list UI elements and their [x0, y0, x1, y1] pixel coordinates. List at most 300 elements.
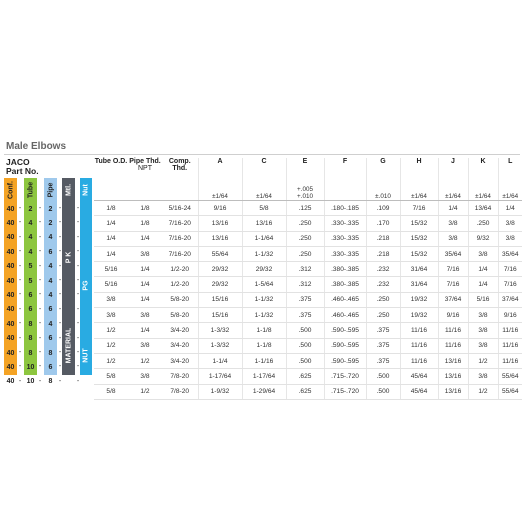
header-j: J	[438, 158, 468, 178]
cell-h: 7/16	[400, 201, 438, 216]
separator-dash: -	[58, 320, 62, 328]
cell-a: 15/16	[198, 308, 242, 323]
cell-k: 3/8	[468, 369, 498, 384]
header-pipe-thd: Pipe Thd. NPT	[129, 158, 161, 172]
cell-j: 3/8	[438, 216, 468, 231]
cell-comp: 3/4-20	[162, 353, 198, 368]
cell-a: 1-17/64	[198, 369, 242, 384]
cell-f: .330-.335	[324, 246, 366, 261]
part-number-legend	[4, 157, 92, 386]
cell-j: 37/64	[438, 292, 468, 307]
cell-k: 3/8	[468, 323, 498, 338]
tube-value: 6	[28, 292, 33, 300]
conf-value: 40	[6, 306, 15, 314]
cell-j: 1/4	[438, 201, 468, 216]
separator-dash: -	[18, 334, 22, 342]
conf-value: 40	[6, 220, 15, 228]
cell-od: 5/8	[94, 384, 128, 399]
tube-value: 8	[28, 349, 33, 357]
cell-f: .715-.720	[324, 369, 366, 384]
cell-pipe-thd: 3/8	[128, 308, 162, 323]
conf-value: 40	[6, 248, 15, 256]
cell-comp: 1/2-20	[162, 262, 198, 277]
mtl-header: Mtl.	[65, 183, 72, 196]
pipe-value: 2	[48, 220, 53, 228]
table-row	[94, 323, 522, 338]
tol-empty	[162, 178, 198, 201]
cell-c: 1-17/64	[242, 369, 286, 384]
cell-l: 37/64	[498, 292, 522, 307]
separator-dash: -	[76, 205, 80, 212]
cell-g: .375	[366, 353, 400, 368]
pipe-value: 8	[48, 378, 53, 386]
cell-pipe-thd: 1/8	[128, 201, 162, 216]
cell-pipe-thd: 3/8	[128, 246, 162, 261]
tol-empty	[94, 178, 128, 201]
cell-f: .180-.185	[324, 201, 366, 216]
cell-c: 1-1/16	[242, 353, 286, 368]
cell-g: .232	[366, 277, 400, 292]
cell-pipe-thd: 1/4	[128, 277, 162, 292]
cell-g: .375	[366, 338, 400, 353]
cell-e: .500	[286, 323, 324, 338]
cell-e: .625	[286, 384, 324, 399]
separator-dash: -	[18, 349, 22, 356]
cell-a: 29/32	[198, 262, 242, 277]
cell-g: .250	[366, 308, 400, 323]
separator-dash: -	[76, 377, 80, 385]
cell-c: 29/32	[242, 262, 286, 277]
table-row	[94, 384, 522, 399]
pipe-column	[44, 178, 57, 386]
separator-dash: -	[58, 262, 62, 270]
cell-comp: 7/16-20	[162, 231, 198, 246]
separator-dash: -	[18, 320, 22, 328]
separator-dash: -	[58, 334, 62, 342]
cell-e: .312	[286, 262, 324, 277]
separator-dash: -	[58, 305, 62, 313]
conf-value: 40	[6, 292, 15, 300]
conf-value: 40	[6, 205, 15, 213]
cell-k: 3/8	[468, 338, 498, 353]
cell-a: 13/16	[198, 216, 242, 231]
tol-j: ±1/64	[438, 178, 468, 201]
cell-od: 1/2	[94, 353, 128, 368]
separator-dash: -	[76, 320, 80, 328]
cell-k: 1/4	[468, 277, 498, 292]
cell-f: .590-.595	[324, 338, 366, 353]
table-row	[94, 262, 522, 277]
table-body	[94, 201, 522, 400]
tube-value: 10	[26, 378, 35, 386]
pipe-value: 4	[48, 320, 53, 328]
separator-dash: -	[58, 377, 62, 385]
cell-l: 11/16	[498, 338, 522, 353]
cell-f: .330-.335	[324, 231, 366, 246]
cell-j: 11/16	[438, 323, 468, 338]
cell-pipe-thd: 1/4	[128, 231, 162, 246]
cell-l: 1/4	[498, 201, 522, 216]
cell-g: .218	[366, 231, 400, 246]
separator-dash: -	[38, 377, 42, 385]
tube-value: 5	[28, 263, 33, 271]
header-comp-thd: Comp. Thd.	[168, 158, 191, 172]
separator-dash: -	[76, 363, 80, 371]
cell-a: 1-3/32	[198, 338, 242, 353]
pipe-value: 4	[48, 263, 53, 271]
dimensions-table	[94, 158, 522, 400]
cell-comp: 3/4-20	[162, 323, 198, 338]
pk-label: P K	[65, 251, 72, 264]
separator-dash: -	[38, 248, 42, 256]
cell-c: 5/8	[242, 201, 286, 216]
tube-value: 6	[28, 306, 33, 314]
cell-h: 19/32	[400, 308, 438, 323]
separator-dash: -	[76, 248, 80, 256]
cell-e: .250	[286, 231, 324, 246]
cell-pipe-thd: 1/4	[128, 292, 162, 307]
table-row	[94, 353, 522, 368]
cell-pipe-thd: 1/4	[128, 262, 162, 277]
tube-header: Tube	[27, 181, 34, 198]
header-k: K	[468, 158, 498, 178]
tube-value: 5	[28, 277, 33, 285]
cell-k: 9/32	[468, 231, 498, 246]
cell-c: 1-29/64	[242, 384, 286, 399]
separator-dash: -	[18, 262, 22, 270]
cell-c: 1-1/64	[242, 231, 286, 246]
cell-comp: 7/8-20	[162, 384, 198, 399]
conf-value: 40	[6, 263, 15, 271]
tol-e: +.005 +.010	[286, 178, 324, 201]
cell-pipe-thd: 1/2	[128, 353, 162, 368]
separator-dash: -	[76, 291, 80, 299]
tol-g: ±.010	[366, 178, 400, 201]
cell-j: 13/16	[438, 353, 468, 368]
separator-dash: -	[76, 262, 80, 270]
conf-value: 40	[6, 234, 15, 242]
cell-f: .330-.335	[324, 216, 366, 231]
pipe-value: 6	[48, 306, 53, 314]
cell-j: 3/8	[438, 231, 468, 246]
cell-h: 19/32	[400, 292, 438, 307]
tube-value: 4	[28, 220, 33, 228]
cell-od: 5/8	[94, 369, 128, 384]
separator-dash: -	[18, 233, 22, 241]
header-a: A	[198, 158, 242, 178]
cell-comp: 3/4-20	[162, 338, 198, 353]
cell-g: .218	[366, 246, 400, 261]
separator-dash: -	[76, 277, 80, 284]
cell-j: 7/16	[438, 262, 468, 277]
tube-value: 8	[28, 335, 33, 343]
separator-dash: -	[76, 349, 80, 356]
cell-h: 11/16	[400, 338, 438, 353]
pipe-header: Pipe	[47, 182, 54, 197]
cell-h: 45/64	[400, 369, 438, 384]
separator-dash: -	[38, 320, 42, 328]
cell-pipe-thd: 1/4	[128, 323, 162, 338]
pipe-value: 8	[48, 349, 53, 357]
cell-k: 5/16	[468, 292, 498, 307]
separator-dash: -	[18, 305, 22, 313]
cell-c: 13/16	[242, 216, 286, 231]
cell-e: .250	[286, 246, 324, 261]
cell-f: .380-.385	[324, 262, 366, 277]
cell-c: 1-5/64	[242, 277, 286, 292]
tol-l: ±1/64	[498, 178, 522, 201]
cell-e: .500	[286, 353, 324, 368]
table-row	[94, 246, 522, 261]
tube-column	[24, 178, 37, 386]
cell-c: 1-1/32	[242, 292, 286, 307]
cell-j: 7/16	[438, 277, 468, 292]
tol-f	[324, 178, 366, 201]
separator-dash: -	[18, 248, 22, 256]
separator-dash: -	[58, 205, 62, 212]
cell-comp: 5/8-20	[162, 308, 198, 323]
cell-od: 3/8	[94, 292, 128, 307]
pipe-value: 6	[48, 248, 53, 256]
cell-l: 3/8	[498, 231, 522, 246]
cell-h: 45/64	[400, 384, 438, 399]
cell-a: 55/64	[198, 246, 242, 261]
cell-e: .625	[286, 369, 324, 384]
cell-pipe-thd: 3/8	[128, 338, 162, 353]
cell-g: .500	[366, 384, 400, 399]
separator-dash: -	[76, 219, 80, 227]
separator-dash: -	[76, 233, 80, 241]
separator-dash: -	[18, 377, 22, 385]
cell-c: 1-1/32	[242, 308, 286, 323]
separator-dash: -	[58, 248, 62, 256]
table-row	[94, 292, 522, 307]
mtl-body	[62, 202, 75, 375]
cell-g: .109	[366, 201, 400, 216]
cell-j: 11/16	[438, 338, 468, 353]
cell-h: 15/32	[400, 246, 438, 261]
tube-value: 4	[28, 234, 33, 242]
cell-a: 29/32	[198, 277, 242, 292]
cell-od: 5/16	[94, 277, 128, 292]
tube-value: 4	[28, 248, 33, 256]
cell-k: .250	[468, 216, 498, 231]
cell-a: 15/16	[198, 292, 242, 307]
jaco-label: JACO	[6, 157, 30, 167]
table-row	[94, 231, 522, 246]
cell-k: 1/4	[468, 262, 498, 277]
tol-empty	[128, 178, 162, 201]
cell-a: 13/16	[198, 231, 242, 246]
section-title-bar	[4, 140, 520, 155]
cell-l: 11/16	[498, 323, 522, 338]
conf-value: 40	[6, 277, 15, 285]
cell-g: .500	[366, 369, 400, 384]
cell-f: .380-.385	[324, 277, 366, 292]
separator-dash: -	[38, 334, 42, 342]
cell-a: 1-9/32	[198, 384, 242, 399]
cell-comp: 1/2-20	[162, 277, 198, 292]
table-row	[94, 369, 522, 384]
separator-dash: -	[58, 291, 62, 299]
tube-value: 10	[26, 364, 35, 372]
cell-a: 1-3/32	[198, 323, 242, 338]
separator-dash: -	[38, 205, 42, 212]
nut-body	[80, 202, 92, 375]
cell-l: 3/8	[498, 216, 522, 231]
cell-e: .375	[286, 308, 324, 323]
separator-dash: -	[38, 233, 42, 241]
cell-c: 1-1/32	[242, 246, 286, 261]
tol-h: ±1/64	[400, 178, 438, 201]
cell-l: 55/64	[498, 369, 522, 384]
header-c: C	[242, 158, 286, 178]
separator-dash: -	[58, 233, 62, 241]
tube-value: 8	[28, 320, 33, 328]
cell-h: 11/16	[400, 353, 438, 368]
pg-label: PG	[82, 280, 90, 291]
cell-a: 1-1/4	[198, 353, 242, 368]
conf-header: Conf.	[7, 180, 14, 199]
cell-pipe-thd: 3/8	[128, 369, 162, 384]
cell-od: 1/4	[94, 231, 128, 246]
pipe-value: 4	[48, 234, 53, 242]
cell-c: 1-1/8	[242, 338, 286, 353]
separator-dash: -	[18, 205, 22, 212]
tube-values	[24, 202, 37, 386]
cell-l: 35/64	[498, 246, 522, 261]
separator-dash: -	[38, 262, 42, 270]
header-g: G	[366, 158, 400, 178]
cell-k: 3/8	[468, 246, 498, 261]
cell-h: 31/64	[400, 277, 438, 292]
part-no-label: Part No.	[6, 166, 39, 176]
mtl-column	[62, 178, 75, 375]
cell-comp: 5/16-24	[162, 201, 198, 216]
cell-f: .590-.595	[324, 323, 366, 338]
cell-j: 9/16	[438, 308, 468, 323]
material-label: MATERIAL	[65, 327, 72, 364]
cell-e: .375	[286, 292, 324, 307]
cell-e: .250	[286, 216, 324, 231]
pipe-value: 4	[48, 277, 53, 285]
header-h: H	[400, 158, 438, 178]
cell-comp: 7/16-20	[162, 246, 198, 261]
separator-dash: -	[38, 219, 42, 227]
nut-vertical-label: NUT	[82, 348, 90, 363]
cell-h: 31/64	[400, 262, 438, 277]
separator-dash: -	[58, 277, 62, 284]
section-title: Male Elbows	[6, 141, 67, 152]
cell-k: 3/8	[468, 308, 498, 323]
cell-comp: 5/8-20	[162, 292, 198, 307]
cell-comp: 7/8-20	[162, 369, 198, 384]
pipe-value: 4	[48, 292, 53, 300]
cell-g: .250	[366, 292, 400, 307]
conf-value: 40	[6, 320, 15, 328]
cell-od: 1/4	[94, 216, 128, 231]
separator-dash: -	[76, 305, 80, 313]
separator-dash: -	[38, 363, 42, 371]
jaco-part-no-label	[6, 158, 39, 176]
table-row	[94, 216, 522, 231]
cell-e: .500	[286, 338, 324, 353]
cell-j: 13/16	[438, 384, 468, 399]
separator-dash: -	[58, 349, 62, 356]
separator-dash: -	[38, 305, 42, 313]
tol-k: ±1/64	[468, 178, 498, 201]
cell-k: 13/64	[468, 201, 498, 216]
pipe-value: 2	[48, 205, 53, 213]
cell-od: 5/16	[94, 262, 128, 277]
cell-a: 9/16	[198, 201, 242, 216]
tol-a: ±1/64	[198, 178, 242, 201]
header-l: L	[498, 158, 522, 178]
table-row	[94, 201, 522, 216]
table-row	[94, 277, 522, 292]
cell-od: 1/4	[94, 246, 128, 261]
separator-dash: -	[58, 219, 62, 227]
separator-dash: -	[18, 363, 22, 371]
cell-od: 3/8	[94, 308, 128, 323]
separator-dash: -	[76, 334, 80, 342]
conf-column	[4, 178, 17, 386]
cell-j: 13/16	[438, 369, 468, 384]
tube-value: 2	[28, 205, 33, 213]
cell-comp: 7/16-20	[162, 216, 198, 231]
conf-value: 40	[6, 364, 15, 372]
cell-k: 1/2	[468, 353, 498, 368]
nut-column	[80, 178, 92, 375]
cell-pipe-thd: 1/8	[128, 216, 162, 231]
separator-dash: -	[38, 291, 42, 299]
cell-f: .460-.465	[324, 292, 366, 307]
cell-f: .715-.720	[324, 384, 366, 399]
cell-e: .312	[286, 277, 324, 292]
cell-h: 15/32	[400, 216, 438, 231]
separator-dash: -	[38, 349, 42, 356]
cell-l: 9/16	[498, 308, 522, 323]
cell-c: 1-1/8	[242, 323, 286, 338]
cell-od: 1/2	[94, 323, 128, 338]
cell-pipe-thd: 1/2	[128, 384, 162, 399]
cell-f: .590-.595	[324, 353, 366, 368]
pipe-value: 6	[48, 335, 53, 343]
conf-value: 40	[6, 378, 15, 386]
separator-dash: -	[58, 363, 62, 371]
cell-g: .232	[366, 262, 400, 277]
cell-od: 1/2	[94, 338, 128, 353]
separator-dash: -	[38, 277, 42, 284]
cell-k: 1/2	[468, 384, 498, 399]
separator-dash: -	[18, 219, 22, 227]
tol-c: ±1/64	[242, 178, 286, 201]
conf-value: 40	[6, 349, 15, 357]
separator-dash: -	[18, 277, 22, 284]
cell-l: 55/64	[498, 384, 522, 399]
conf-value: 40	[6, 335, 15, 343]
cell-h: 15/32	[400, 231, 438, 246]
cell-l: 7/16	[498, 277, 522, 292]
cell-j: 35/64	[438, 246, 468, 261]
conf-values	[4, 202, 17, 386]
nut-header: Nut	[82, 183, 90, 196]
table-row	[94, 308, 522, 323]
pipe-value: 6	[48, 364, 53, 372]
cell-e: .125	[286, 201, 324, 216]
cell-od: 1/8	[94, 201, 128, 216]
header-e: E	[286, 158, 324, 178]
